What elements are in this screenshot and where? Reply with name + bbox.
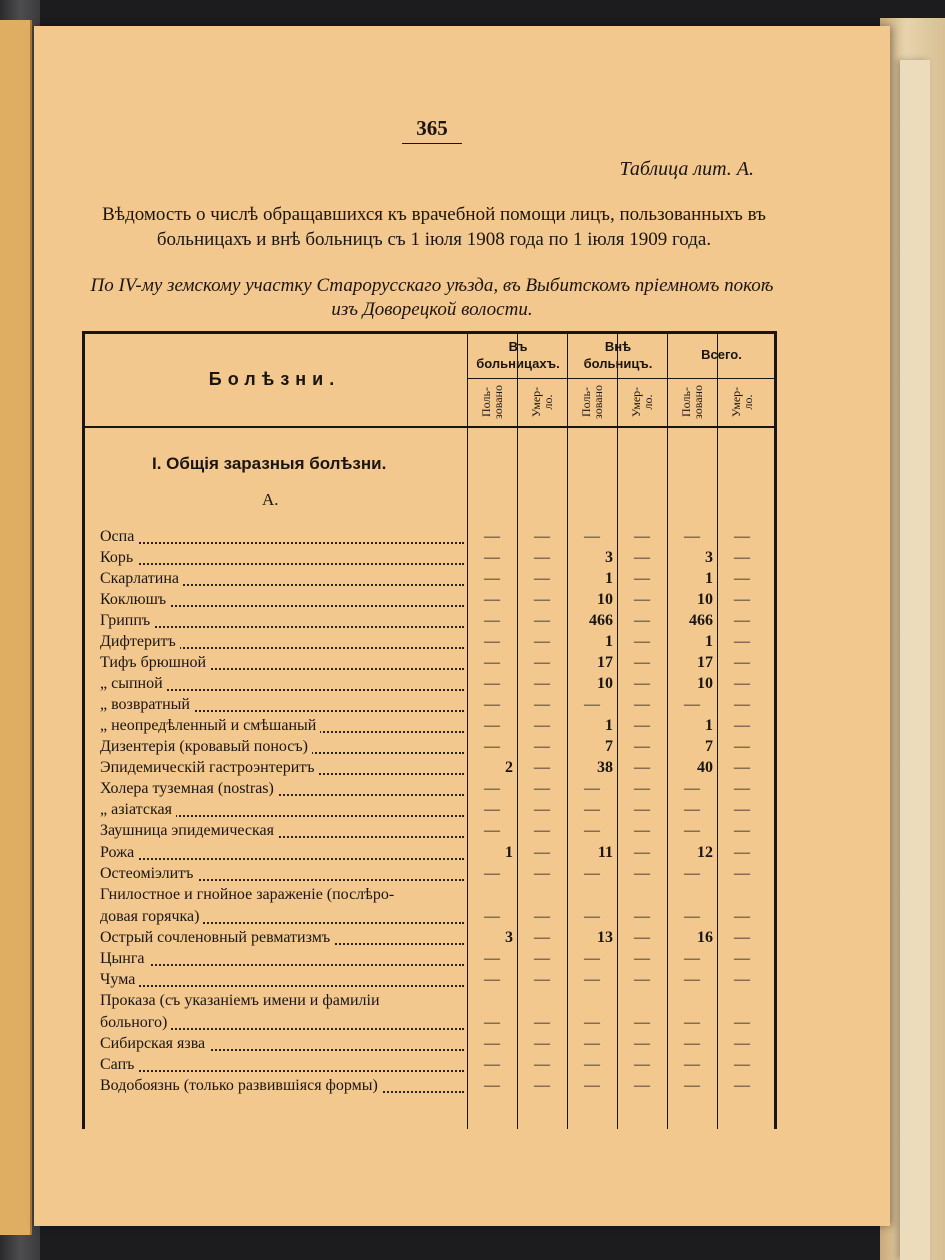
table-row <box>82 589 777 611</box>
table-cell: 10 <box>597 675 613 692</box>
table-row <box>82 778 777 800</box>
table-cell: 7 <box>605 738 613 755</box>
table-cell: — <box>634 759 650 776</box>
table-cell: — <box>584 971 600 988</box>
table-cell: — <box>534 528 550 545</box>
table-cell: — <box>534 908 550 925</box>
table-cell: — <box>534 717 550 734</box>
table-cell: — <box>484 950 500 967</box>
table-cell: — <box>534 570 550 587</box>
header-bottom-rule <box>82 426 777 428</box>
table-cell: 466 <box>689 612 713 629</box>
table-row <box>82 992 777 1034</box>
table-cell: — <box>634 1035 650 1052</box>
disease-name: Заушница эпидемическая <box>100 820 466 842</box>
table-cell: — <box>634 801 650 818</box>
leader-dots <box>100 842 464 860</box>
table-cell: — <box>734 1035 750 1052</box>
disease-name-line: Проказа (съ указаніемъ имени и фамиліи <box>100 992 380 1009</box>
disease-name: Цынга <box>100 948 466 970</box>
table-cell: — <box>584 801 600 818</box>
table-cell: — <box>734 654 750 671</box>
table-cell: — <box>484 780 500 797</box>
table-cell: — <box>534 612 550 629</box>
table-cell: — <box>484 696 500 713</box>
table-cell: 13 <box>597 929 613 946</box>
table-cell: — <box>684 801 700 818</box>
table-cell: — <box>634 633 650 650</box>
table-cell: — <box>484 570 500 587</box>
header-in-hospitals: Въ больницахъ. <box>476 339 560 371</box>
subheader-used: Поль- зовано <box>679 385 705 419</box>
header-diseases: Болѣзни. <box>208 369 341 389</box>
disease-name: довая горячка) <box>100 906 466 928</box>
table-cell: — <box>684 1035 700 1052</box>
table-cell: — <box>634 654 650 671</box>
table-cell: — <box>634 929 650 946</box>
table-row <box>82 568 777 590</box>
table-cell: — <box>734 822 750 839</box>
table-cell: — <box>734 612 750 629</box>
table-cell: — <box>684 696 700 713</box>
table-cell: — <box>684 950 700 967</box>
table-cell: — <box>634 1014 650 1031</box>
disease-name: больного) <box>100 1012 466 1034</box>
table-cell: — <box>534 1056 550 1073</box>
table-cell: — <box>584 822 600 839</box>
table-cell: — <box>534 675 550 692</box>
header-rule <box>467 378 567 379</box>
table-cell: — <box>534 633 550 650</box>
table-cell: 10 <box>697 675 713 692</box>
table-cell: 466 <box>589 612 613 629</box>
table-cell: — <box>634 844 650 861</box>
document-subheading: По IV-му земскому участку Старорусскаго уѣзда, въ Выбитскомъ пріемномъ покоѣ изъ Доворецкой волости. <box>90 275 774 320</box>
table-cell: — <box>484 591 500 608</box>
subheader-died: Умер- ло. <box>528 386 555 418</box>
table-cell: — <box>484 822 500 839</box>
page-number: 365 <box>402 116 462 144</box>
table-cell: — <box>734 1077 750 1094</box>
table-cell: — <box>634 549 650 566</box>
table-cell: — <box>484 654 500 671</box>
table-cell: — <box>734 591 750 608</box>
table-cell: — <box>734 738 750 755</box>
table-cell: — <box>584 1035 600 1052</box>
table-cell: — <box>534 844 550 861</box>
table-cell: — <box>684 528 700 545</box>
table-cell: — <box>584 780 600 797</box>
table-cell: — <box>684 780 700 797</box>
table-cell: — <box>634 570 650 587</box>
table-cell: — <box>734 865 750 882</box>
table-cell: — <box>684 971 700 988</box>
table-cell: — <box>584 1014 600 1031</box>
disease-name: Рожа <box>100 842 466 864</box>
table-cell: 38 <box>597 759 613 776</box>
table-cell: — <box>634 717 650 734</box>
table-cell: 40 <box>697 759 713 776</box>
table-cell: — <box>634 696 650 713</box>
table-cell: — <box>534 801 550 818</box>
document-page <box>34 26 890 1226</box>
section-subtitle: А. <box>262 490 279 509</box>
disease-name: Дифтеритъ <box>100 631 466 653</box>
leader-dots <box>100 1054 464 1072</box>
document-heading: Вѣдомость о числѣ обращавшихся къ врачебной помощи лицъ, пользованныхъ въ больницахъ и внѣ больницъ съ 1 іюля 1908 года по 1 іюля 1909 года. <box>102 204 766 250</box>
table-cell: — <box>534 591 550 608</box>
table-cell: — <box>484 801 500 818</box>
table-row <box>82 799 777 821</box>
table-cell: — <box>734 801 750 818</box>
table-cell: — <box>684 1077 700 1094</box>
subheader-died: Умер- ло. <box>728 386 755 418</box>
table-row <box>82 757 777 779</box>
table-cell: — <box>584 865 600 882</box>
table-cell: — <box>634 612 650 629</box>
table-cell: 1 <box>705 570 713 587</box>
table-cell: 3 <box>705 549 713 566</box>
table-cell: — <box>584 1077 600 1094</box>
table-cell: — <box>734 1014 750 1031</box>
disease-name: Холера туземная (nostras) <box>100 778 466 800</box>
table-cell: 16 <box>697 929 713 946</box>
table-reference: Таблица лит. А. <box>619 158 754 180</box>
disease-name: „ неопредѣленный и смѣшаный <box>100 715 466 737</box>
disease-name: Корь <box>100 547 466 569</box>
disease-name: „ сыпной <box>100 673 466 695</box>
table-cell: — <box>684 1014 700 1031</box>
table-cell: — <box>684 908 700 925</box>
table-cell: — <box>534 654 550 671</box>
table-cell: — <box>484 865 500 882</box>
table-row <box>82 927 777 949</box>
table-row <box>82 1075 777 1097</box>
disease-name: Сибирская язва <box>100 1033 466 1055</box>
table-row <box>82 1054 777 1076</box>
table-cell: — <box>484 1014 500 1031</box>
header-rule <box>667 378 774 379</box>
table-cell: — <box>634 675 650 692</box>
disease-name-line: Гнилостное и гнойное зараженіе (послѣро- <box>100 886 395 903</box>
table-cell: — <box>484 1077 500 1094</box>
header-rule <box>567 378 667 379</box>
table-cell: — <box>584 950 600 967</box>
disease-name: Коклюшъ <box>100 589 466 611</box>
table-cell: — <box>734 696 750 713</box>
table-cell: 1 <box>605 717 613 734</box>
table-cell: — <box>484 675 500 692</box>
table-cell: — <box>534 780 550 797</box>
table-cell: — <box>634 971 650 988</box>
table-cell: 2 <box>505 759 513 776</box>
table-row <box>82 842 777 864</box>
table-cell: — <box>484 1056 500 1073</box>
table-cell: — <box>634 865 650 882</box>
table-row <box>82 886 777 928</box>
table-cell: — <box>734 929 750 946</box>
table-cell: — <box>484 908 500 925</box>
table-cell: — <box>484 549 500 566</box>
table-cell: — <box>484 633 500 650</box>
table-cell: — <box>734 717 750 734</box>
table-cell: 17 <box>697 654 713 671</box>
table-cell: 10 <box>697 591 713 608</box>
table-row <box>82 547 777 569</box>
table-cell: — <box>584 1056 600 1073</box>
disease-name: Водобоязнь (только развившіяся формы) <box>100 1075 466 1097</box>
table-cell: — <box>684 822 700 839</box>
table-cell: 1 <box>505 844 513 861</box>
table-cell: — <box>534 759 550 776</box>
table-row <box>82 526 777 548</box>
table-row <box>82 631 777 653</box>
table-cell: — <box>484 612 500 629</box>
table-cell: — <box>584 528 600 545</box>
table-cell: — <box>534 865 550 882</box>
table-cell: — <box>734 908 750 925</box>
table-cell: — <box>534 822 550 839</box>
table-cell: — <box>634 591 650 608</box>
disease-name: Остеоміэлитъ <box>100 863 466 885</box>
table-row <box>82 715 777 737</box>
table-row <box>82 610 777 632</box>
table-cell: — <box>734 759 750 776</box>
table-cell: 1 <box>705 633 713 650</box>
table-cell: 7 <box>705 738 713 755</box>
disease-table <box>82 331 777 1129</box>
table-cell: — <box>484 1035 500 1052</box>
leader-dots <box>100 526 464 544</box>
table-cell: — <box>734 1056 750 1073</box>
table-row <box>82 863 777 885</box>
disease-name: Скарлатина <box>100 568 466 590</box>
header-total: Всего. <box>701 347 742 362</box>
previous-page-edge <box>0 20 32 1235</box>
table-cell: 1 <box>705 717 713 734</box>
table-cell: — <box>734 950 750 967</box>
table-cell: 12 <box>697 844 713 861</box>
table-cell: — <box>534 971 550 988</box>
table-cell: — <box>634 528 650 545</box>
table-cell: 3 <box>605 549 613 566</box>
table-cell: 17 <box>597 654 613 671</box>
leader-dots <box>100 969 464 987</box>
table-cell: — <box>634 738 650 755</box>
table-cell: — <box>734 844 750 861</box>
table-cell: — <box>734 528 750 545</box>
disease-name: Тифъ брюшной <box>100 652 466 674</box>
table-cell: — <box>534 950 550 967</box>
disease-name: Сапъ <box>100 1054 466 1076</box>
table-cell: — <box>734 549 750 566</box>
disease-name: Чума <box>100 969 466 991</box>
table-cell: — <box>534 1077 550 1094</box>
subheader-died: Умер- ло. <box>628 386 655 418</box>
disease-name: Эпидемическій гастроэнтеритъ <box>100 757 466 779</box>
table-cell: — <box>634 1056 650 1073</box>
subheader-used: Поль- зовано <box>579 385 605 419</box>
disease-name: Острый сочленовный ревматизмъ <box>100 927 466 949</box>
table-cell: — <box>634 780 650 797</box>
leader-dots <box>100 948 464 966</box>
table-cell: — <box>534 549 550 566</box>
leader-dots <box>100 547 464 565</box>
table-row <box>82 948 777 970</box>
table-cell: — <box>484 971 500 988</box>
table-cell: — <box>484 738 500 755</box>
disease-name: Дизентерія (кровавый поносъ) <box>100 736 466 758</box>
table-cell: 10 <box>597 591 613 608</box>
table-cell: — <box>684 1056 700 1073</box>
subheader-used: Поль- зовано <box>479 385 505 419</box>
table-row <box>82 820 777 842</box>
table-cell: — <box>634 950 650 967</box>
leader-dots <box>100 610 464 628</box>
table-row <box>82 673 777 695</box>
disease-name: „ возвратный <box>100 694 466 716</box>
table-row <box>82 736 777 758</box>
book-pages-right <box>900 60 930 1260</box>
table-cell: — <box>734 675 750 692</box>
disease-name: Гриппъ <box>100 610 466 632</box>
table-cell: — <box>734 633 750 650</box>
table-cell: — <box>634 822 650 839</box>
header-outside-hospitals: Внѣ больницъ. <box>583 339 653 371</box>
table-cell: — <box>584 908 600 925</box>
table-cell: — <box>534 738 550 755</box>
disease-name: „ азіатская <box>100 799 466 821</box>
table-cell: — <box>484 717 500 734</box>
table-cell: 1 <box>605 633 613 650</box>
table-row <box>82 1033 777 1055</box>
table-cell: — <box>534 929 550 946</box>
table-cell: 11 <box>597 844 613 861</box>
table-cell: 1 <box>605 570 613 587</box>
table-cell: — <box>634 908 650 925</box>
table-cell: — <box>534 1035 550 1052</box>
table-cell: — <box>684 865 700 882</box>
table-row <box>82 969 777 991</box>
table-cell: — <box>734 780 750 797</box>
table-row <box>82 694 777 716</box>
table-cell: — <box>534 696 550 713</box>
table-cell: — <box>734 570 750 587</box>
table-row <box>82 652 777 674</box>
table-cell: — <box>484 528 500 545</box>
table-cell: — <box>584 696 600 713</box>
table-cell: — <box>734 971 750 988</box>
table-cell: 3 <box>505 929 513 946</box>
table-cell: — <box>534 1014 550 1031</box>
table-cell: — <box>634 1077 650 1094</box>
section-title: I. Общія заразныя болѣзни. <box>152 454 387 473</box>
disease-name: Оспа <box>100 526 466 548</box>
